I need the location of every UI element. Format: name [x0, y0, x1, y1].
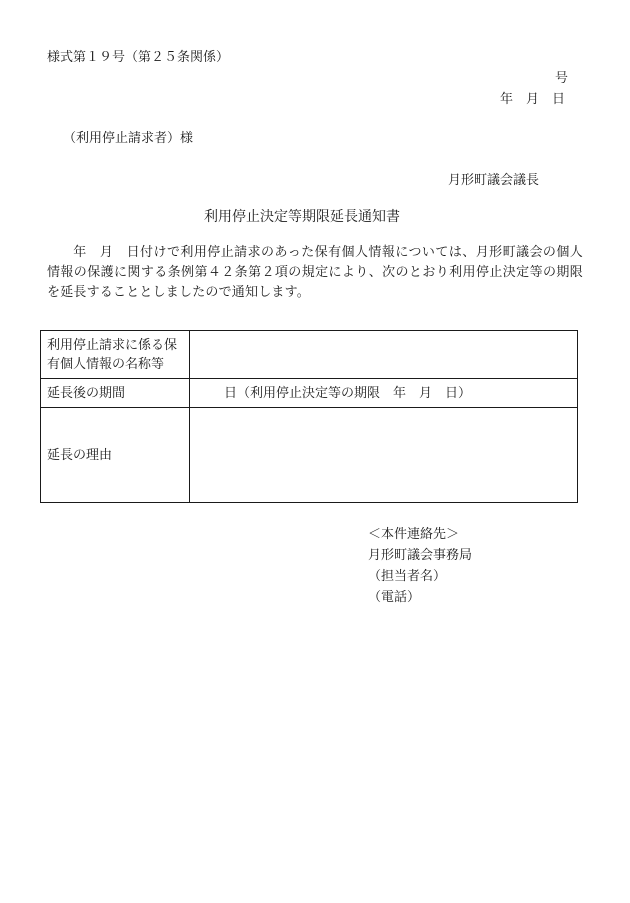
body-year: 年 — [73, 245, 87, 260]
row-label-extended-period: 延長後の期間 — [41, 379, 190, 408]
table-row — [41, 379, 578, 408]
date-month: 月 — [526, 92, 540, 107]
contact-heading: ＜本件連絡先＞ — [368, 527, 460, 542]
row-value-info-name — [190, 331, 578, 379]
table-row — [41, 408, 578, 503]
date-year: 年 — [500, 92, 514, 107]
contact-person: （担当者名） — [368, 569, 447, 584]
row-value-extended-period: 日（利用停止決定等の期限 年 月 日） — [190, 379, 578, 408]
addressee: （利用停止請求者）様 — [63, 131, 194, 146]
contact-phone: （電話） — [368, 590, 421, 605]
sender: 月形町議会議長 — [448, 173, 540, 188]
issue-date — [500, 92, 565, 108]
details-table — [40, 330, 578, 503]
table-row — [41, 331, 578, 379]
row-label-info-name: 利用停止請求に係る保有個人情報の名称等 — [41, 331, 190, 379]
date-day: 日 — [552, 92, 566, 107]
notice-body — [47, 243, 583, 303]
body-text: 日付けで利用停止請求のあった保有個人情報については、月形町議会の個人情報の保護に関する条例第４２条第２項の規定により、次のとおり利用停止決定等の期限を延長することとしましたので通知します。 — [47, 245, 583, 300]
contact-office: 月形町議会事務局 — [368, 548, 473, 563]
contact-block — [368, 524, 472, 608]
document-title: 利用停止決定等期限延長通知書 — [204, 209, 400, 225]
row-value-reason — [190, 408, 578, 503]
form-number: 様式第１９号（第２５条関係） — [47, 50, 230, 65]
row-label-reason: 延長の理由 — [41, 408, 190, 503]
body-month: 月 — [99, 245, 114, 260]
document-number-label: 号 — [555, 71, 569, 86]
